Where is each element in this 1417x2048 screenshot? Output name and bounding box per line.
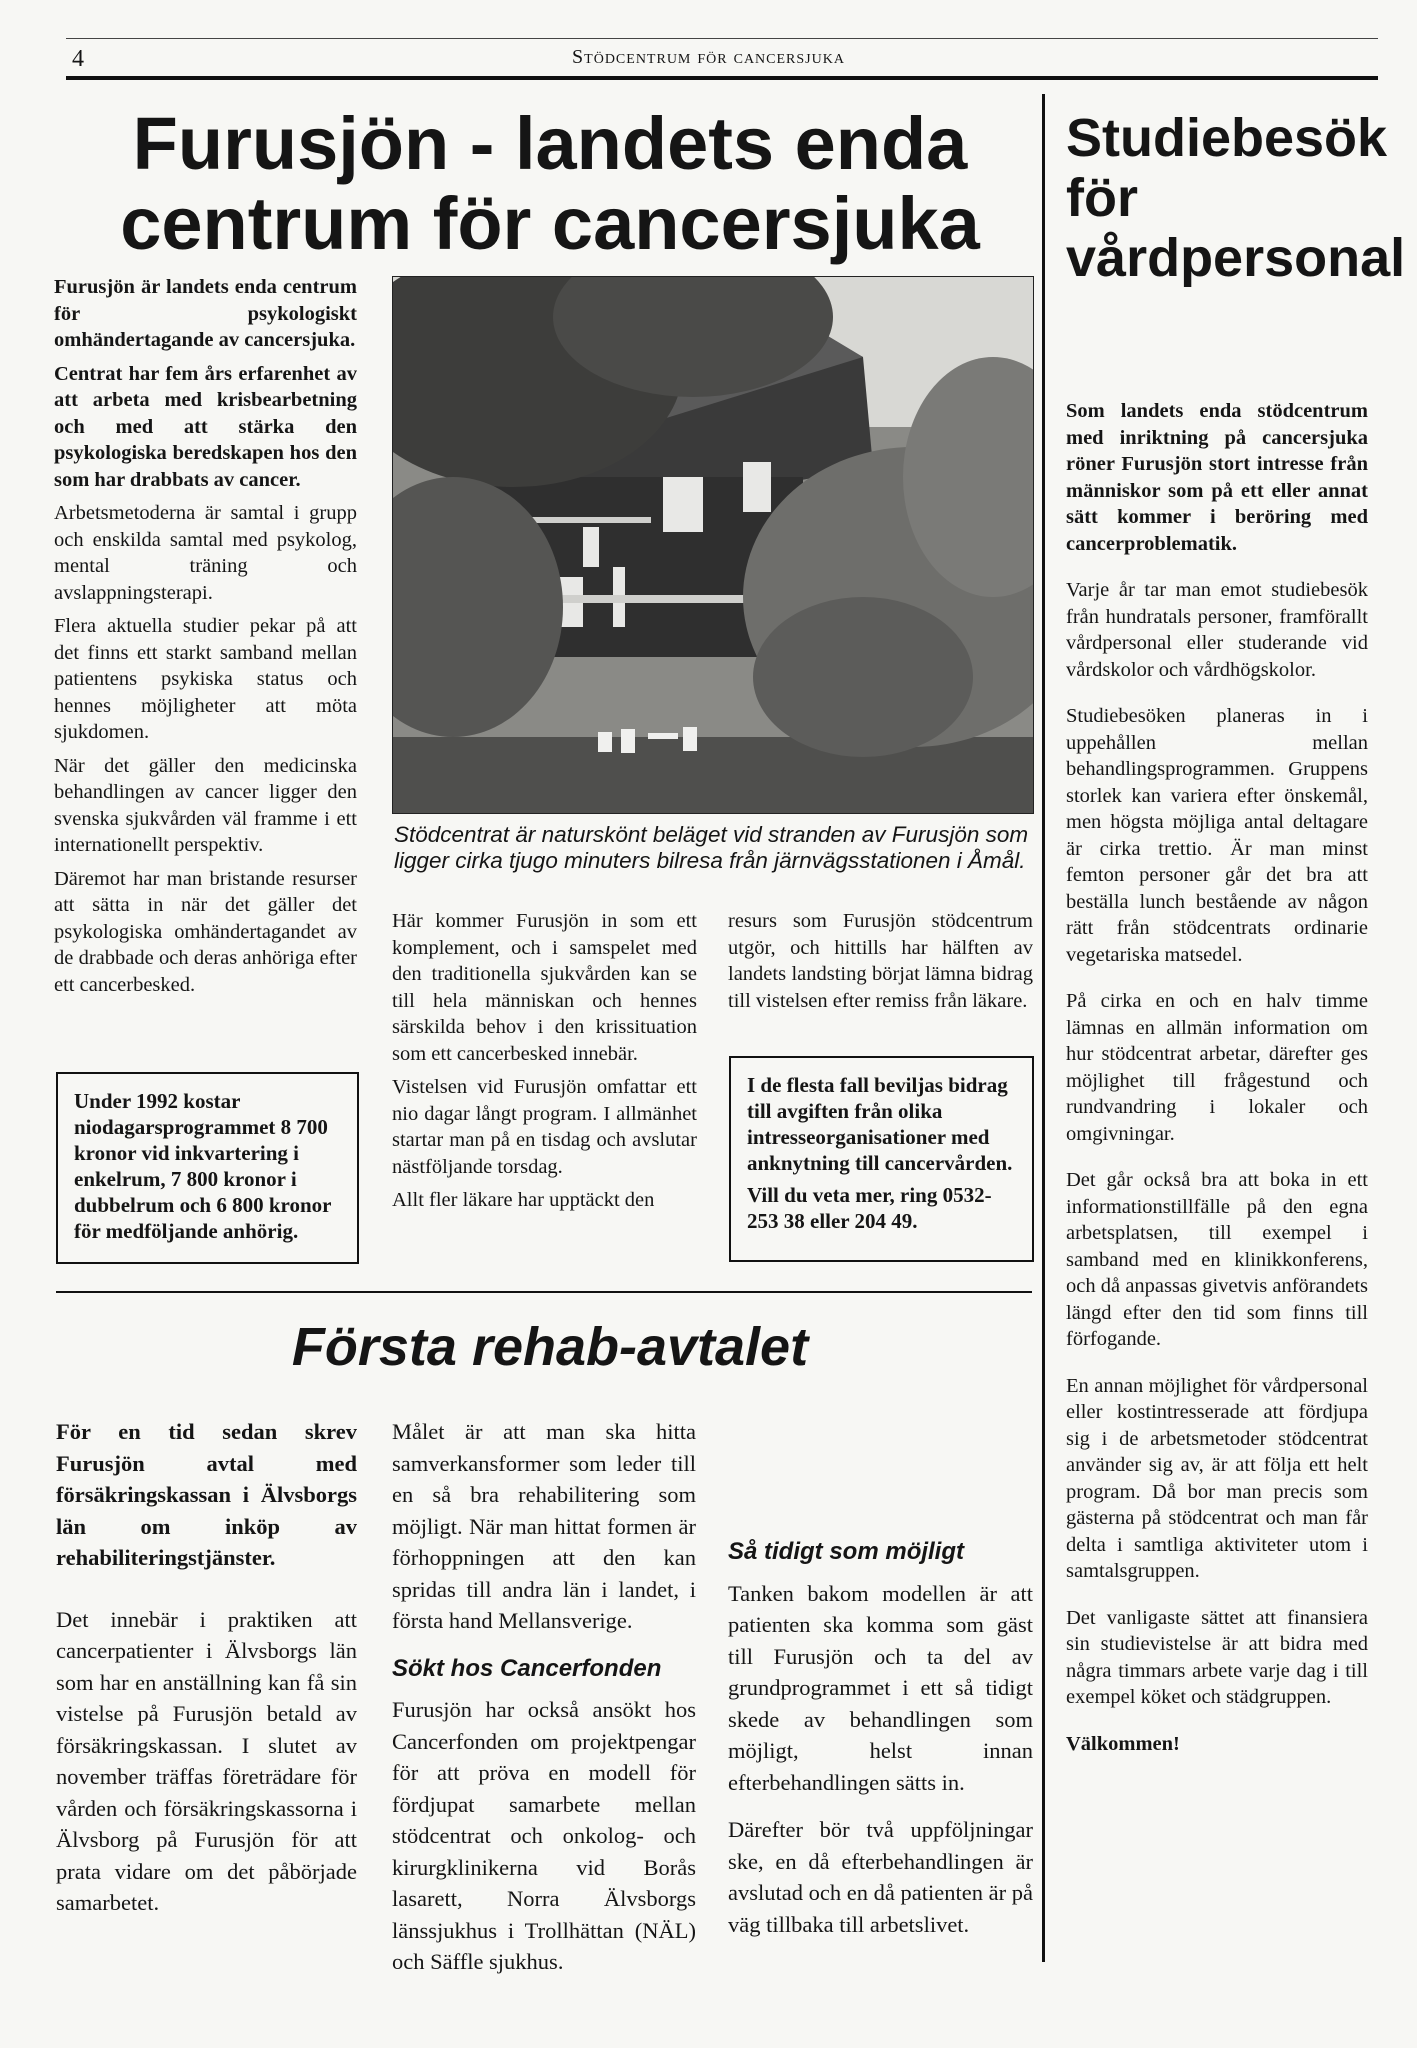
sidebar-lead: Som landets enda stödcentrum med inriktning på cancersjuka röner Furusjön stort intresse från människor som på ett eller annat sätt kommer i beröring med cancerproblematik. — [1066, 400, 1368, 555]
section-divider — [56, 1291, 1032, 1293]
main-para-4: Däremot har man bristande resurser att sätta in när det gäller det psykologiska omhändertagandet av de drabbade och deras anhöriga efter ett cancerbesked. — [54, 867, 357, 996]
second-subhead-2: Så tidigt som möjligt — [728, 1538, 965, 1565]
main-para-3: När det gäller den medicinska behandlingen av cancer ligger den svenska sjukvården väl framme i ett internationellt perspektiv. — [54, 754, 357, 856]
second-left-column — [56, 1416, 357, 1935]
main-col2-para-3: Allt fler läkare har upptäckt den — [392, 1189, 655, 1211]
sidebar-para-4: Det går också bra att boka in ett informationstillfälle på den egna arbetsplatsen, till exempel i samband med en klinikkonferens, och då anpassas givetvis anförandets längd efter den tid som finns till förfogande. — [1066, 1169, 1368, 1350]
photo-caption: Stödcentrat är naturskönt beläget vid stranden av Furusjön som ligger cirka tjugo minuters bilresa från järnvägsstationen i Åmål. — [394, 822, 1029, 873]
main-left-column — [54, 274, 357, 1005]
column-divider — [1042, 94, 1045, 1962]
house-illustration — [393, 277, 1033, 813]
main-para-2: Flera aktuella studier pekar på att det finns ett starkt samband mellan patientens psykiska status och hennes möjligheter att möta sjukdomen. — [54, 615, 357, 743]
running-title: Stödcentrum för cancersjuka — [572, 46, 845, 68]
sidebar-column — [1066, 398, 1368, 1764]
price-box-text: Under 1992 kostar niodagarsprogrammet 8 700 kronor vid inkvartering i enkelrum, 7 800 kronor i dubbelrum och 6 800 kronor för medföljande anhörig. — [74, 1089, 332, 1243]
second-middle-column — [392, 1416, 696, 1994]
info-box-text-1: I de flesta fall beviljas bidrag till avgiften från olika intresseorganisationer med anknytning till cancervården. — [747, 1073, 1013, 1175]
info-box-text-2: Vill du veta mer, ring 0532-253 38 eller 204 49. — [747, 1183, 992, 1233]
main-right-column — [728, 908, 1033, 1021]
sidebar-closing: Välkommen! — [1066, 1732, 1180, 1755]
sidebar-headline: Studiebesök för vårdpersonal — [1066, 108, 1406, 288]
sidebar-para-1: Varje år tar man emot studiebesök från hundratals personer, framförallt vårdpersonal eller studerande vid vårdskolor och vårdhögskolor. — [1066, 579, 1368, 681]
header-top-rule — [66, 38, 1378, 39]
second-subhead-1: Sökt hos Cancerfonden — [392, 1654, 662, 1682]
second-para-4: Tanken bakom modellen är att patienten ska komma som gäst till Furusjön och ta del av grundprogrammet i ett så tidigt skede av behandlingen som möjligt, helst innan efterbehandlingen sätts in. — [728, 1580, 1033, 1795]
main-lead-1: Furusjön är landets enda centrum för psykologiskt omhändertagande av cancersjuka. — [54, 276, 357, 351]
main-para-1: Arbetsmetoderna är samtal i grupp och enskilda samtal med psykolog, mental träning och avslappningsterapi. — [54, 502, 357, 604]
second-para-5: Därefter bör två uppföljningar ske, en då efterbehandlingen är avslutad och en då patienten är på väg tillbaka till arbetslivet. — [728, 1817, 1033, 1937]
sidebar-para-5: En annan möjlighet för vårdpersonal eller kostintresserade att fördjupa sig i de arbetsmetoder stödcentrat använder sig av, är att följa ett helt program. Då bor man precis som gästerna på stödcentrat och man får delta i samtliga aktiviteter utom i samtalsgruppen. — [1066, 1374, 1368, 1582]
sidebar-para-6: Det vanligaste sättet att finansiera sin studievistelse är att bidra med några timmars arbete varje dag i till exempel köket och städgruppen. — [1066, 1606, 1368, 1708]
page-number: 4 — [72, 46, 84, 72]
second-para-1: Det innebär i praktiken att cancerpatienter i Älvsborgs län som har en anställning kan få sin vistelse på Furusjön betald av försäkringskassan. I slutet av november träffas företrädare för vården och försäkringskassorna i Älvsborg på Furusjön för att prata vidare om det påbörjade samarbetet. — [56, 1606, 357, 1915]
second-lead: För en tid sedan skrev Furusjön avtal med försäkringskassan i Älvsborgs län om inköp av rehabiliteringstjänster. — [56, 1419, 357, 1570]
second-para-3: Furusjön har också ansökt hos Cancerfonden om projektpengar för att pröva en modell för fördjupat samarbete mellan stödcentrat och onkolog- och kirurgklinikerna vid Borås lasarett, Norra Älvsborgs länssjukhus i Trollhättan (NÄL) och Säffle sjukhus. — [392, 1697, 696, 1974]
sidebar-para-3: På cirka en och en halv timme lämnas en allmän information om hur stödcentrat arbetar, därefter ges möjlighet till frågestund och rundvandring i lokaler och omgivningar. — [1066, 990, 1368, 1145]
main-headline: Furusjön - landets enda centrum för cancersjuka — [120, 102, 980, 265]
price-box — [56, 1072, 359, 1264]
header-rule — [66, 76, 1378, 80]
main-col3-para-1: resurs som Furusjön stödcentrum utgör, och hittills har hälften av landets landsting börjat lämna bidrag till vistelsen efter remiss från läkare. — [728, 910, 1033, 1012]
main-col2-para-2: Vistelsen vid Furusjön omfattar ett nio dagar långt program. I allmänhet startar man på en tisdag och avslutar nästföljande torsdag. — [392, 1076, 697, 1178]
second-para-2: Målet är att man ska hitta samverkansformer som leder till en så bra rehabilitering som möjligt. När man hittat formen är förhoppningen att den kan spridas till andra län i landet, i första hand Mellansverige. — [392, 1419, 696, 1633]
second-headline: Första rehab-avtalet — [291, 1317, 809, 1377]
info-box — [729, 1056, 1034, 1262]
sidebar-para-2: Studiebesöken planeras in i uppehållen mellan behandlingsprogrammen. Gruppens storlek kan variera efter önskemål, men högsta möjliga antal deltagare är cirka trettio. Är man minst femton personer går det bra att beställa lunch bestående av någon rätt från stödcentrats ordinarie vegetariska matsedel. — [1066, 705, 1368, 966]
second-right-column — [728, 1416, 1033, 1956]
main-middle-column — [392, 908, 697, 1221]
house-photo — [392, 276, 1034, 814]
main-lead-2: Centrat har fem års erfarenhet av att arbeta med krisbearbetning och med att stärka den psykologiska beredskapen hos den som har drabbats av cancer. — [54, 362, 357, 491]
main-col2-para-1: Här kommer Furusjön in som ett komplement, och i samspelet med den traditionella sjukvården kan se till hela människan och hennes särskilda behov i den krissituation som ett cancerbesked innebär. — [392, 910, 697, 1065]
